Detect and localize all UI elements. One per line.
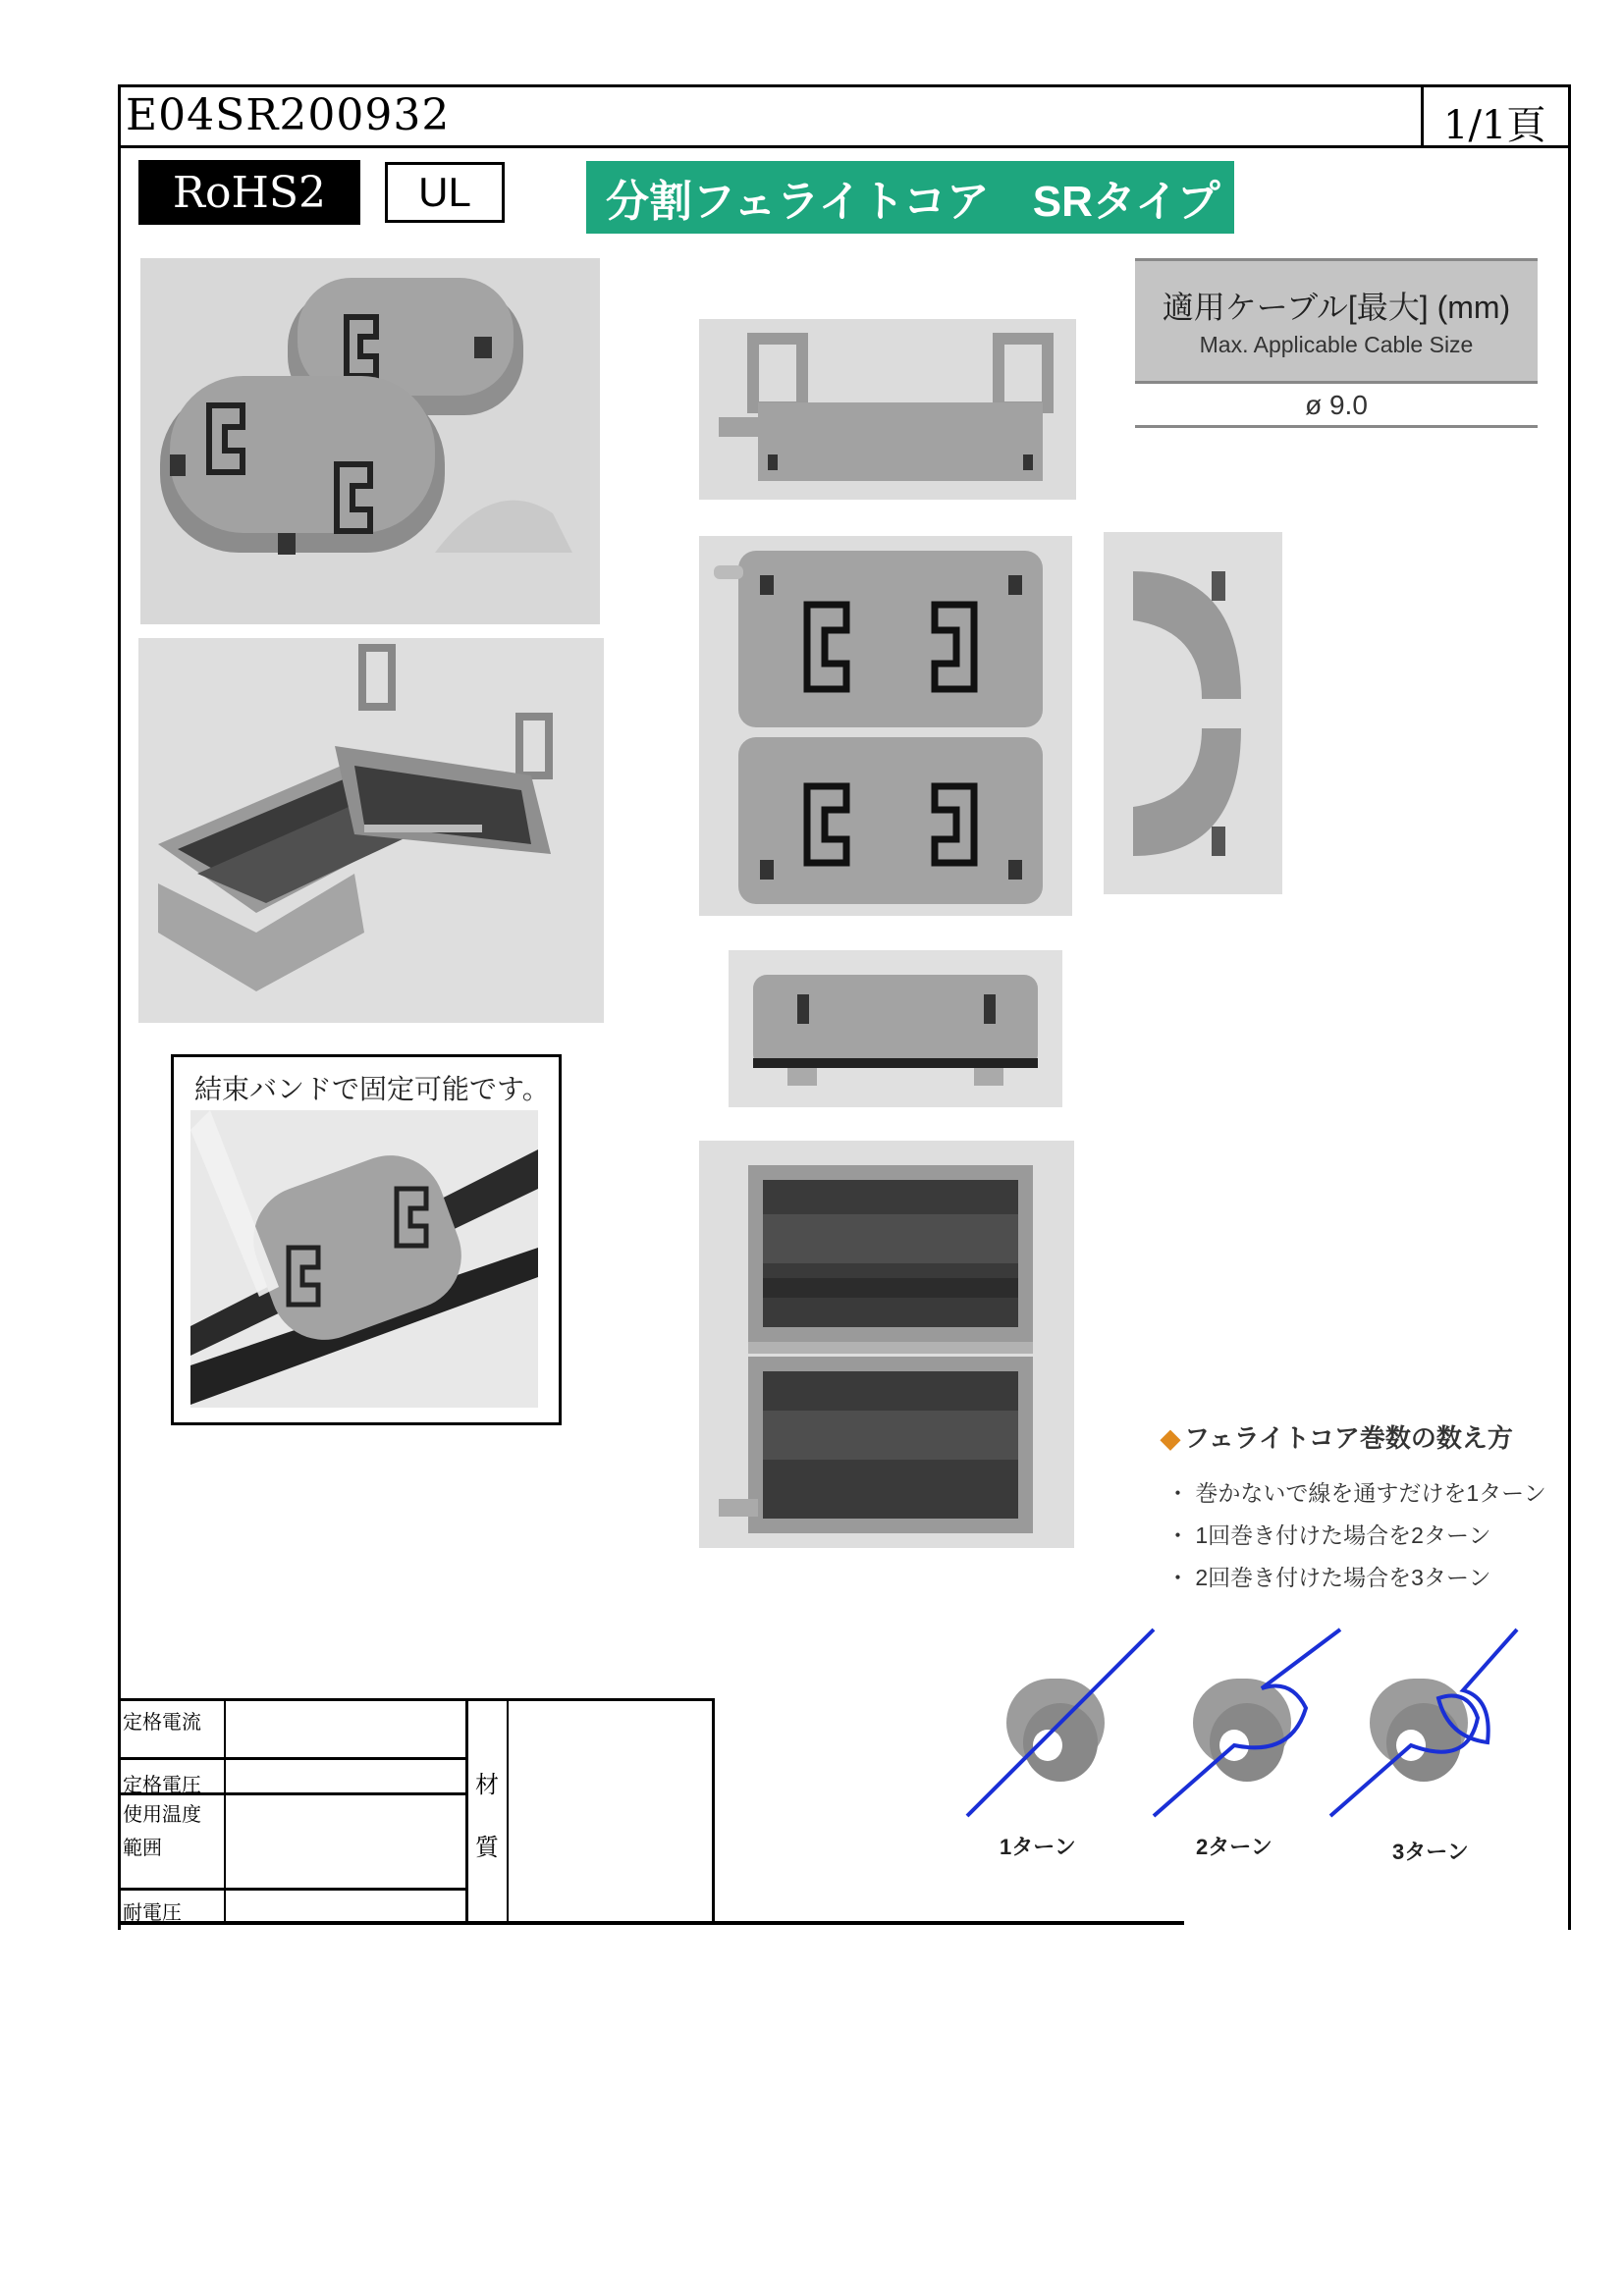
cable-size-label-en: Max. Applicable Cable Size [1199,332,1474,357]
cable-size-value: ø 9.0 [1135,384,1538,428]
product-title: 分割フェライトコア SRタイプ [586,161,1234,234]
sheet-frame-right [1568,84,1571,1930]
diamond-bullet-icon: ◆ [1161,1423,1180,1453]
cable-size-header [1135,258,1538,384]
photo-core-open-perspective [138,638,604,1023]
part-number: E04SR200932 [126,90,451,140]
turn-diagram-2 [1154,1629,1340,1816]
turn-label-3: 3ターン [1392,1840,1469,1864]
material-label-1: 材 [475,1771,499,1798]
header-divider [118,145,1571,148]
sheet-frame-top [118,84,1571,87]
photo-core-side-view [699,319,1076,500]
photo-core-open-top-view [699,1141,1074,1548]
page-box-divider [1421,84,1424,147]
photo-core-front-view [729,950,1062,1107]
page-number: 1/1頁 [1443,103,1546,148]
turns-title [1161,1418,1513,1455]
turn-label-1: 1ターン [1000,1835,1076,1859]
temp-range-label-2: 範囲 [123,1836,162,1859]
photo-core-top-view [699,536,1072,916]
photo-core-end-view [1104,532,1282,894]
temp-range-label-1: 使用温度 [123,1802,201,1826]
rated-current-label: 定格電流 [123,1710,201,1734]
turn-diagrams [957,1620,1546,1836]
material-label-2: 質 [475,1834,499,1861]
sheet-frame-left [118,84,121,1930]
photo-cable-tie-mounted [190,1110,538,1408]
turn-note-1: ・ 巻かないで線を通すだけを1ターン [1166,1480,1546,1506]
photo-core-closed-perspective [140,258,600,624]
turn-label-2: 2ターン [1196,1835,1272,1859]
rohs-badge: RoHS2 [138,160,360,225]
turn-note-3: ・ 2回巻き付けた場合を3ターン [1166,1565,1491,1590]
cable-tie-caption: 結束バンドで固定可能です。 [194,1074,550,1104]
ratings-table [118,1698,715,1924]
cable-size-label-jp: 適用ケーブル[最大] (mm) [1162,290,1511,325]
ul-badge: UL [385,162,505,223]
rated-voltage-label: 定格電圧 [123,1773,201,1796]
withstand-voltage-label: 耐電圧 [123,1900,182,1924]
turns-title-text: フェライトコア巻数の数え方 [1184,1423,1513,1453]
turn-note-2: ・ 1回巻き付けた場合を2ターン [1166,1522,1491,1548]
turn-diagram-1 [967,1629,1154,1816]
turn-diagram-3 [1330,1629,1517,1816]
